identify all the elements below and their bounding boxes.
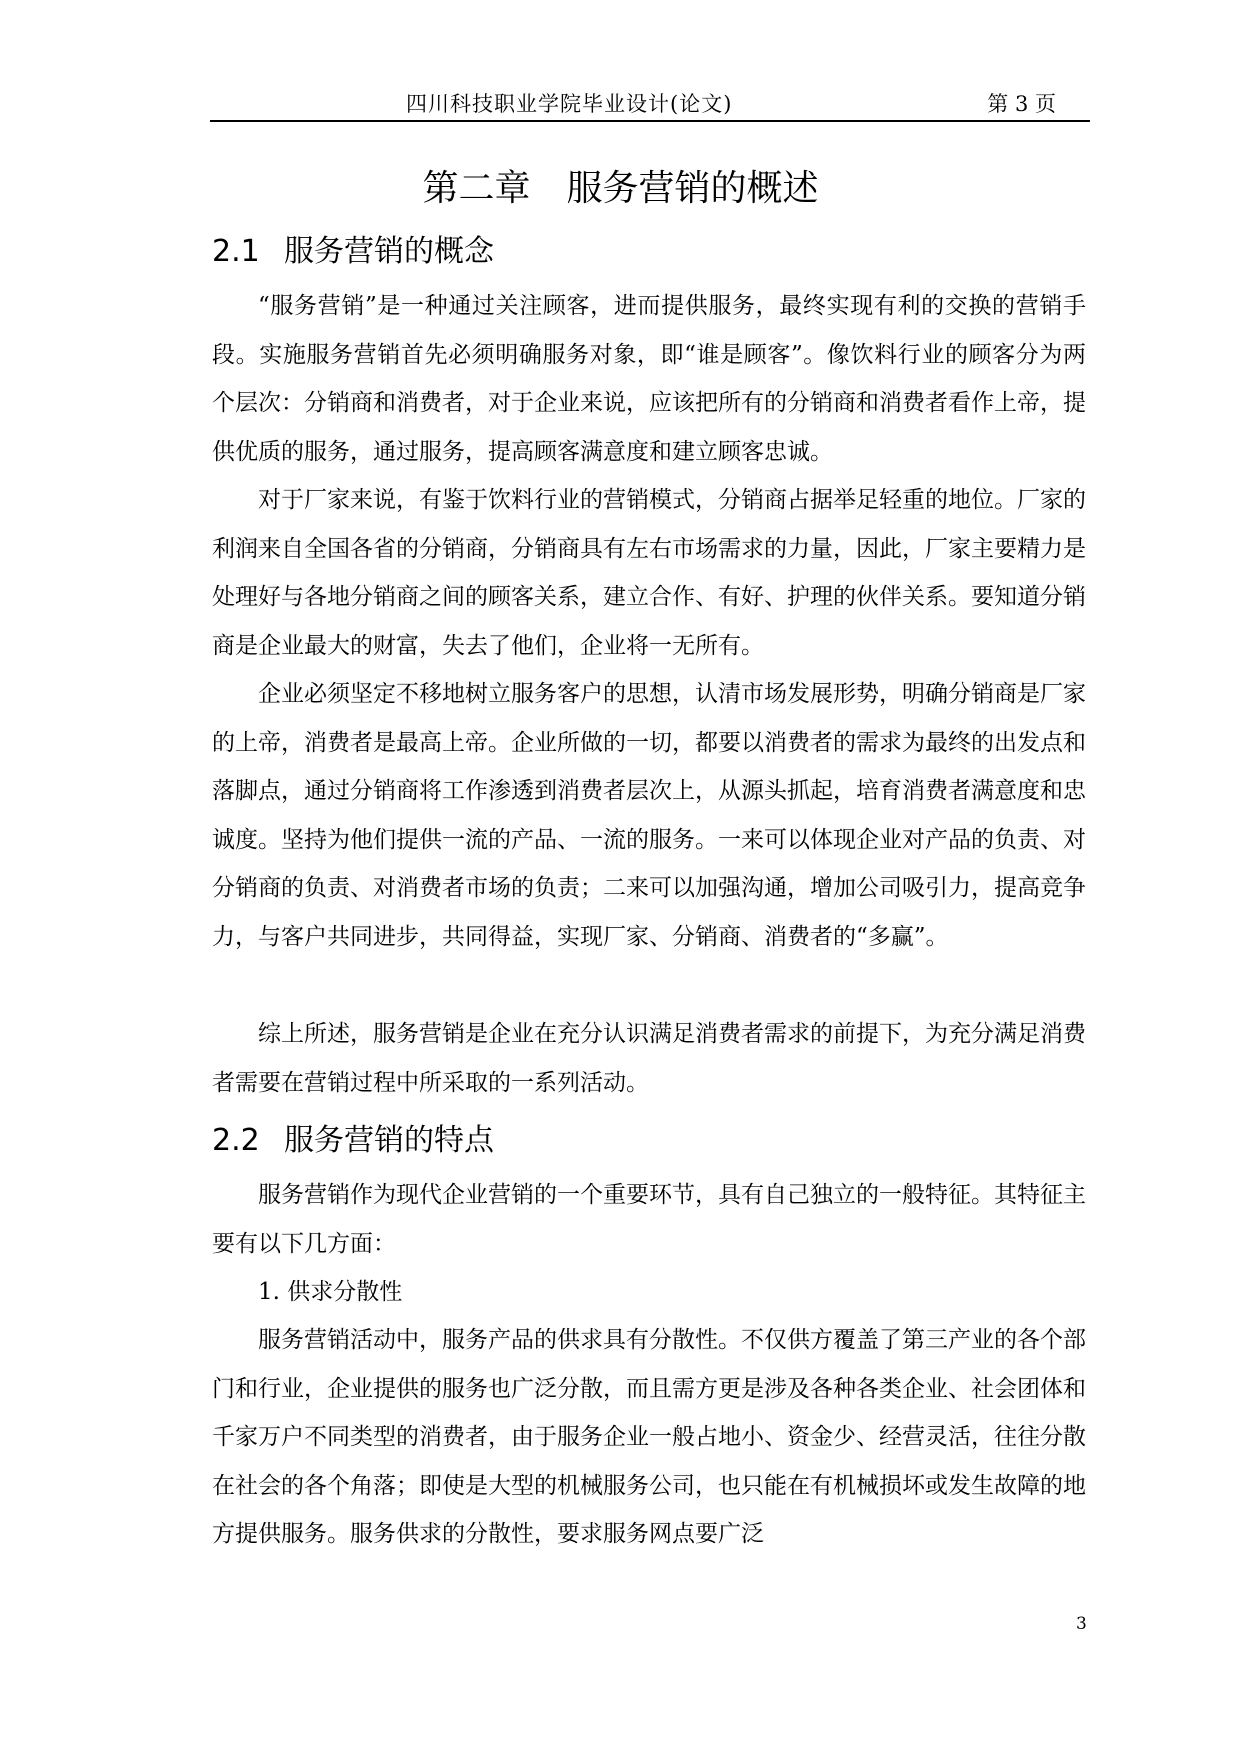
- paragraph: 综上所述，服务营销是企业在充分认识满足消费者需求的前提下，为充分满足消费者需要在营销过程中所采取的一系列活动。: [212, 1021, 1086, 1096]
- paragraph: “服务营销”是一种通过关注顾客，进而提供服务，最终实现有利的交换的营销手段。实施服务营销首先必须明确服务对象，即“谁是顾客”。像饮料行业的顾客分为两个层次：分销商和消费者，对于企业来说，应该把所有的分销商和消费者看作上帝，提供优质的服务，通过服务，提高顾客满意度和建立顾客忠诚。: [212, 293, 1086, 465]
- paragraph: 对于厂家来说，有鉴于饮料行业的营销模式，分销商占据举足轻重的地位。厂家的利润来自全国各省的分销商，分销商具有左右市场需求的力量，因此，厂家主要精力是处理好与各地分销商之间的顾客关系，建立合作、有好、护理的伙伴关系。要知道分销商是企业最大的财富，失去了他们，企业将一无所有。: [212, 487, 1086, 659]
- paragraph: 服务营销作为现代企业营销的一个重要环节，具有自己独立的一般特征。其特征主要有以下几方面：: [212, 1182, 1086, 1257]
- paragraph: 服务营销活动中，服务产品的供求具有分散性。不仅供方覆盖了第三产业的各个部门和行业，企业提供的服务也广泛分散，而且需方更是涉及各种各类企业、社会团体和千家万户不同类型的消费者，由于服务企业一般占地小、资金少、经营灵活，往往分散在社会的各个角落；即使是大型的机械服务公司，也只能在有机械损坏或发生故障的地方提供服务。服务供求的分散性，要求服务网点要广泛: [212, 1327, 1086, 1547]
- section-number: 2.1: [212, 234, 260, 269]
- section-title-text: 服务营销的特点: [284, 1123, 494, 1158]
- section-heading-2-2: [212, 1115, 494, 1159]
- chapter-title: 第二章 服务营销的概述: [422, 168, 819, 209]
- page-number: 3: [1076, 1614, 1087, 1634]
- section-title-text: 服务营销的概念: [284, 234, 494, 269]
- list-item-heading: 1. 供求分散性: [258, 1279, 403, 1305]
- header-page-label: 第 3 页: [987, 92, 1056, 116]
- section-heading-2-1: [212, 226, 494, 270]
- section-number: 2.2: [212, 1123, 260, 1158]
- page-header: [210, 86, 1090, 122]
- header-title: 四川科技职业学院毕业设计(论文): [406, 92, 733, 116]
- paragraph: 企业必须坚定不移地树立服务客户的思想，认清市场发展形势，明确分销商是厂家的上帝，消费者是最高上帝。企业所做的一切，都要以消费者的需求为最终的出发点和落脚点，通过分销商将工作渗透到消费者层次上，从源头抓起，培育消费者满意度和忠诚度。坚持为他们提供一流的产品、一流的服务。一来可以体现企业对产品的负责、对分销商的负责、对消费者市场的负责；二来可以加强沟通，增加公司吸引力，提高竞争力，与客户共同进步，共同得益，实现厂家、分销商、消费者的“多赢”。: [212, 681, 1086, 950]
